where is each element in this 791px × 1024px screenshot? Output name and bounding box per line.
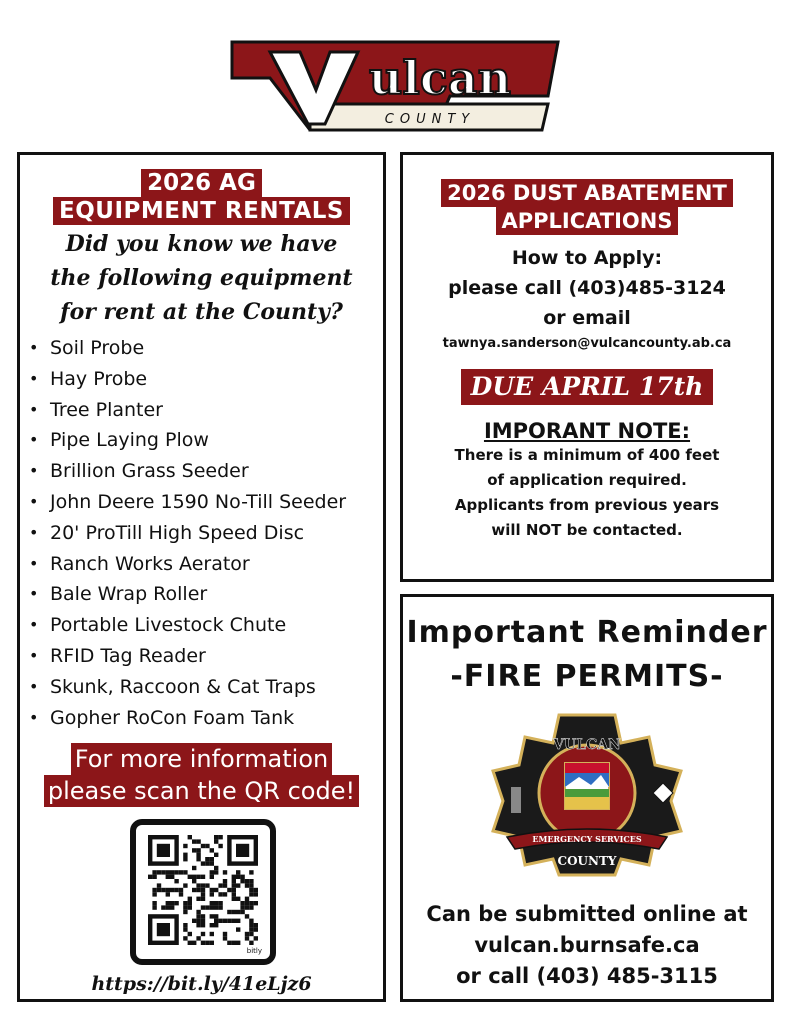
note-title: IMPORANT NOTE: bbox=[483, 419, 691, 443]
equipment-item-label: Pipe Laying Plow bbox=[50, 429, 209, 452]
bullet-icon: • bbox=[29, 645, 39, 665]
equipment-item bbox=[20, 549, 383, 580]
fire-permits-panel bbox=[400, 594, 774, 1002]
ag-intro-line-1: Did you know we have bbox=[65, 231, 338, 257]
dust-phone: please call (403)485-3124 bbox=[448, 277, 726, 299]
ag-intro-line-2: the following equipment bbox=[50, 265, 353, 291]
note-line-4: will NOT be contacted. bbox=[491, 521, 683, 539]
fire-phone: or call (403) 485-3115 bbox=[456, 964, 718, 988]
due-date-badge: DUE APRIL 17th bbox=[461, 369, 714, 405]
bullet-icon: • bbox=[29, 584, 39, 604]
ag-rentals-title-1: 2026 AG bbox=[141, 169, 262, 197]
equipment-item-label: 20' ProTill High Speed Disc bbox=[50, 521, 305, 544]
qr-brand-label: bitly bbox=[246, 947, 262, 955]
equipment-item-label: Skunk, Raccoon & Cat Traps bbox=[50, 675, 316, 698]
bullet-icon: • bbox=[29, 491, 39, 511]
equipment-item bbox=[20, 610, 383, 641]
note-line-2: of application required. bbox=[487, 471, 687, 489]
equipment-item bbox=[20, 518, 383, 549]
equipment-item-label: Gopher RoCon Foam Tank bbox=[50, 706, 295, 729]
more-info-line-2: please scan the QR code! bbox=[44, 775, 359, 807]
bullet-icon: • bbox=[29, 676, 39, 696]
short-url-link[interactable]: https://bit.ly/41eLjz6 bbox=[91, 973, 312, 995]
badge-top-text: VULCAN bbox=[553, 737, 621, 753]
equipment-item bbox=[20, 456, 383, 487]
dust-email-link[interactable]: tawnya.sanderson@vulcancounty.ab.ca bbox=[442, 336, 732, 351]
bullet-icon: • bbox=[29, 368, 39, 388]
bullet-icon: • bbox=[29, 615, 39, 635]
equipment-item bbox=[20, 579, 383, 610]
bullet-icon: • bbox=[29, 461, 39, 481]
bullet-icon: • bbox=[29, 399, 39, 419]
equipment-item-label: Ranch Works Aerator bbox=[50, 552, 250, 575]
svg-text:ulcan: ulcan bbox=[368, 51, 512, 105]
dust-or-email: or email bbox=[543, 307, 631, 329]
equipment-item-label: Portable Livestock Chute bbox=[50, 614, 287, 637]
equipment-item bbox=[20, 641, 383, 672]
equipment-item-label: Brillion Grass Seeder bbox=[50, 460, 249, 483]
equipment-item-label: Bale Wrap Roller bbox=[50, 583, 208, 606]
badge-ribbon-text: EMERGENCY SERVICES bbox=[532, 834, 642, 844]
equipment-item-label: Hay Probe bbox=[50, 367, 148, 390]
qr-pattern-icon bbox=[148, 835, 258, 945]
submit-line-1: Can be submitted online at bbox=[426, 902, 748, 926]
bullet-icon: • bbox=[29, 522, 39, 542]
bullet-icon: • bbox=[29, 553, 39, 573]
equipment-item bbox=[20, 672, 383, 703]
qr-code[interactable] bbox=[130, 819, 276, 965]
more-info-line-1: For more information bbox=[71, 743, 332, 775]
ag-rentals-title-2: EQUIPMENT RENTALS bbox=[53, 197, 350, 225]
equipment-item-label: John Deere 1590 No-Till Seeder bbox=[50, 490, 347, 513]
ag-rentals-panel bbox=[17, 152, 386, 1002]
equipment-item-label: Soil Probe bbox=[50, 337, 145, 359]
burnsafe-link[interactable]: vulcan.burnsafe.ca bbox=[474, 933, 700, 957]
equipment-item bbox=[20, 395, 383, 426]
fire-title-2: -FIRE PERMITS- bbox=[450, 659, 724, 694]
equipment-item bbox=[20, 333, 383, 364]
dust-title-2: APPLICATIONS bbox=[496, 207, 679, 235]
equipment-item bbox=[20, 703, 383, 734]
emergency-services-badge bbox=[487, 709, 687, 879]
bullet-icon: • bbox=[29, 430, 39, 450]
equipment-list bbox=[20, 333, 383, 733]
how-to-apply: How to Apply: bbox=[511, 247, 663, 269]
badge-bottom-text: COUNTY bbox=[557, 854, 617, 868]
bullet-icon: • bbox=[29, 707, 39, 727]
dust-title-1: 2026 DUST ABATEMENT bbox=[441, 179, 733, 207]
logo-county-text: COUNTY bbox=[384, 112, 476, 127]
vulcan-county-logo bbox=[230, 38, 560, 138]
fire-title-1: Important Reminder bbox=[406, 615, 768, 650]
dust-abatement-panel bbox=[400, 152, 774, 582]
equipment-item bbox=[20, 425, 383, 456]
bullet-icon: • bbox=[29, 338, 39, 357]
ag-intro-line-3: for rent at the County? bbox=[60, 299, 343, 325]
equipment-item-label: Tree Planter bbox=[50, 398, 163, 421]
equipment-item bbox=[20, 364, 383, 395]
note-line-1: There is a minimum of 400 feet bbox=[454, 446, 720, 464]
equipment-item bbox=[20, 487, 383, 518]
equipment-item-label: RFID Tag Reader bbox=[50, 644, 206, 667]
note-line-3: Applicants from previous years bbox=[454, 496, 720, 514]
